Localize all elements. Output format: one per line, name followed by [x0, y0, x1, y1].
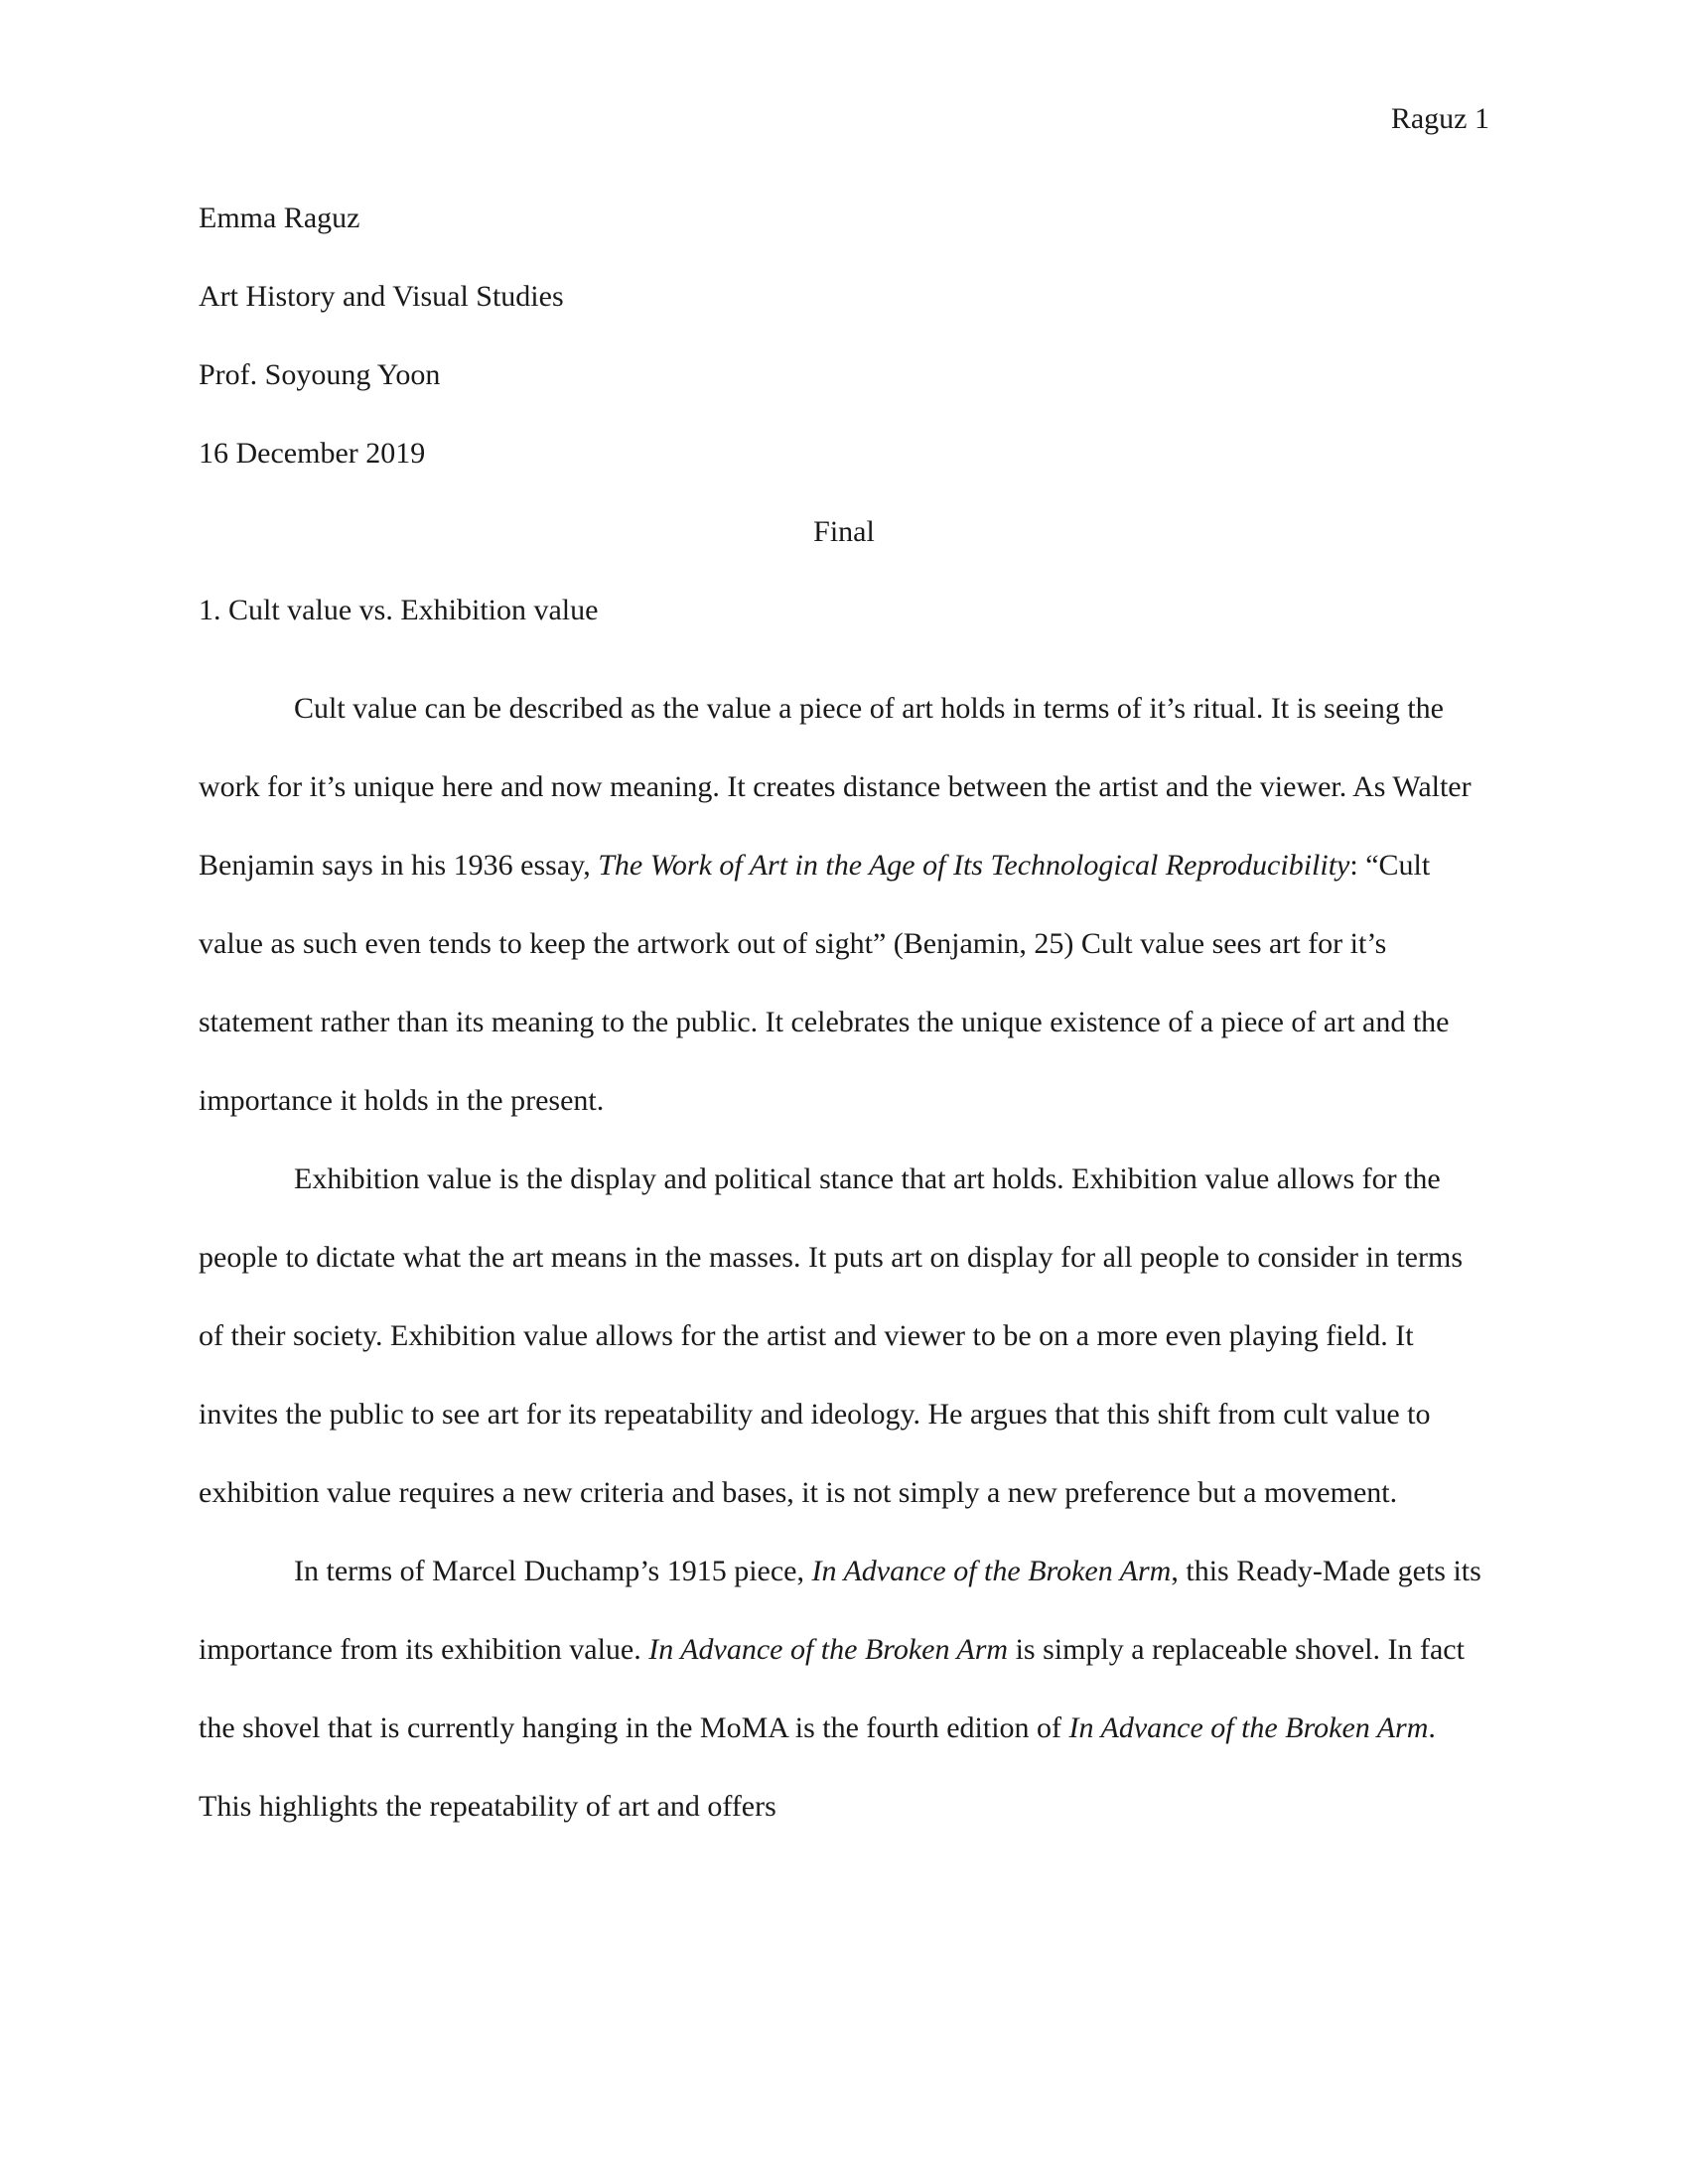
- professor-name: Prof. Soyoung Yoon: [199, 358, 441, 391]
- paragraph-cult-value: [199, 669, 1489, 1140]
- paragraph-text: is simply a replaceable shovel. In fact the shovel that is currently hanging in the MoMA is the fourth edition of: [199, 1633, 1465, 1744]
- paragraph-text: : “Cult value as such even tends to keep the artwork out of sight” (Benjamin, 25) Cult value sees art for it’s statement rather than its meaning to the public. It celebrates the unique existence of a piece of art and the importance it holds in the present.: [199, 849, 1450, 1117]
- course-name: Art History and Visual Studies: [199, 280, 564, 313]
- paragraph-text: In terms of Marcel Duchamp’s 1915 piece,: [294, 1555, 812, 1587]
- document-date: 16 December 2019: [199, 437, 426, 470]
- document-title: Final: [813, 515, 875, 548]
- body-text: [199, 669, 1489, 1845]
- paragraph-exhibition-value: [199, 1140, 1489, 1532]
- work-title: In Advance of the Broken Arm: [648, 1633, 1009, 1666]
- heading-block: [199, 199, 1489, 669]
- work-title: In Advance of the Broken Arm: [1068, 1711, 1429, 1744]
- work-title: The Work of Art in the Age of Its Technological Reproducibility: [598, 849, 1350, 882]
- section-heading: 1. Cult value vs. Exhibition value: [199, 594, 599, 626]
- work-title: In Advance of the Broken Arm: [811, 1555, 1172, 1587]
- running-header: Raguz 1: [1390, 102, 1489, 135]
- paragraph-text: , this Ready-Made gets its importance from its exhibition value.: [199, 1555, 1481, 1666]
- paragraph-text: Exhibition value is the display and political stance that art holds. Exhibition value allows for the people to dictate what the art means in the masses. It puts art on display for all people to consider in terms of their society. Exhibition value allows for the artist and viewer to be on a more even playing field. It invites the public to see art for its repeatability and ideology. He argues that this shift from cult value to exhibition value requires a new criteria and bases, it is not simply a new preference but a movement.: [199, 1162, 1463, 1509]
- paragraph-duchamp: [199, 1532, 1489, 1845]
- author-name: Emma Raguz: [199, 202, 360, 234]
- paragraph-text: . This highlights the repeatability of art and offers: [199, 1711, 1436, 1823]
- paragraph-text: Cult value can be described as the value a piece of art holds in terms of it’s ritual. It is seeing the work for it’s unique here and now meaning. It creates distance between the artist and the viewer. As Walter Benjamin says in his 1936 essay,: [199, 692, 1472, 882]
